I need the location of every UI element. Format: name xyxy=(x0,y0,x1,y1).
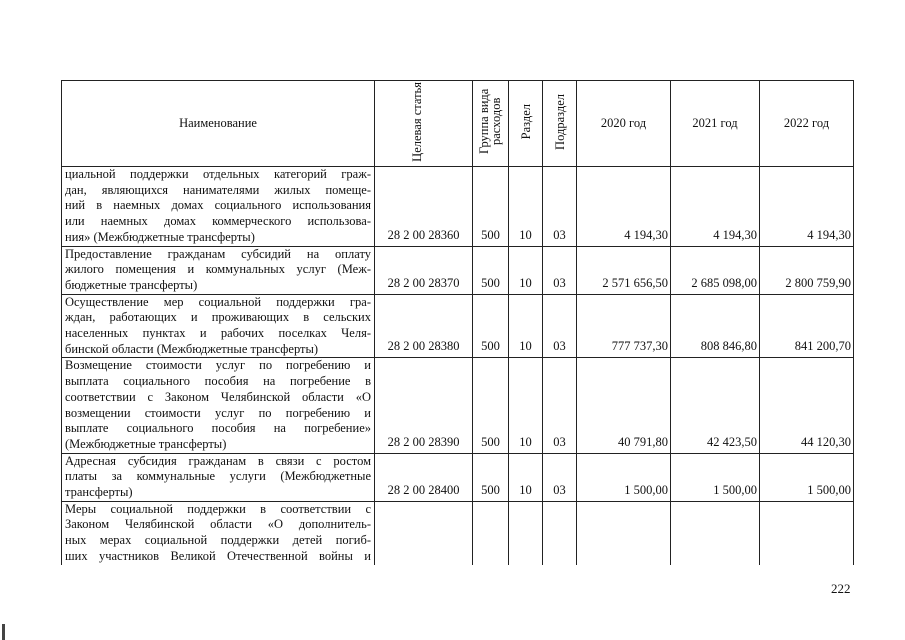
row-target-article: 28 2 00 28390 xyxy=(375,358,473,453)
row-amount-2022: 4 194,30 xyxy=(760,167,854,247)
row-section: 10 xyxy=(509,294,543,358)
row-amount-2020: 2 571 656,50 xyxy=(577,246,671,294)
table-row-continued xyxy=(62,501,854,564)
header-2021: 2021 год xyxy=(671,81,760,167)
row-name-cell: Возмещение стоимости услуг по погребению и выплата социального пособия на погребение в соответствии с Законом Челябинской области «О возмещении стоимости услуг по погребению и выплате социального пособия на погребение» (Межбюджетные трансферты) xyxy=(62,358,375,453)
header-expense-group: Группа вида расходов xyxy=(473,81,509,167)
header-row xyxy=(62,81,854,167)
row-subsection: 03 xyxy=(543,167,577,247)
row-name-cell: Меры социальной поддержки в соответствии с Законом Челябинской области «О дополнитель- ных мерах социальной поддержки детей погиб- ших участников Великой Отечественной войны и xyxy=(62,501,375,564)
empty-cell xyxy=(760,501,854,564)
empty-cell xyxy=(577,501,671,564)
table-row xyxy=(62,167,854,247)
row-expense-group: 500 xyxy=(473,358,509,453)
row-amount-2020: 40 791,80 xyxy=(577,358,671,453)
row-name-cell: Осуществление мер социальной поддержки гра- ждан, работающих и проживающих в сельских населенных пунктах и рабочих поселках Челя- бинской области (Межбюджетные трансферты) xyxy=(62,294,375,358)
row-amount-2020: 4 194,30 xyxy=(577,167,671,247)
row-amount-2022: 2 800 759,90 xyxy=(760,246,854,294)
empty-cell xyxy=(543,501,577,564)
row-subsection: 03 xyxy=(543,358,577,453)
header-2020: 2020 год xyxy=(577,81,671,167)
row-section: 10 xyxy=(509,246,543,294)
row-amount-2020: 777 737,30 xyxy=(577,294,671,358)
row-name-cell: циальной поддержки отдельных категорий граж- дан, являющихся нанимателями жилых помеще- ний в наемных домах социального использования или наемных домах коммерческого использова- ния» (Межбюджетные трансферты) xyxy=(62,167,375,247)
row-amount-2021: 2 685 098,00 xyxy=(671,246,760,294)
page-number: 222 xyxy=(831,581,851,596)
scan-edge-mark xyxy=(2,624,5,640)
header-2022: 2022 год xyxy=(760,81,854,167)
row-target-article: 28 2 00 28380 xyxy=(375,294,473,358)
row-amount-2020: 1 500,00 xyxy=(577,453,671,501)
table-row xyxy=(62,246,854,294)
budget-table xyxy=(61,80,854,565)
row-amount-2022: 44 120,30 xyxy=(760,358,854,453)
row-expense-group: 500 xyxy=(473,453,509,501)
row-target-article: 28 2 00 28360 xyxy=(375,167,473,247)
row-section: 10 xyxy=(509,358,543,453)
row-amount-2022: 1 500,00 xyxy=(760,453,854,501)
empty-cell xyxy=(473,501,509,564)
row-name-cell: Адресная субсидия гражданам в связи с ростом платы за коммунальные услуги (Межбюджетные трансферты) xyxy=(62,453,375,501)
row-expense-group: 500 xyxy=(473,294,509,358)
header-target-article: Целевая статья xyxy=(375,81,473,167)
header-section: Раздел xyxy=(509,81,543,167)
empty-cell xyxy=(375,501,473,564)
row-subsection: 03 xyxy=(543,294,577,358)
header-name: Наименование xyxy=(62,81,375,167)
empty-cell xyxy=(671,501,760,564)
row-amount-2021: 4 194,30 xyxy=(671,167,760,247)
row-amount-2021: 42 423,50 xyxy=(671,358,760,453)
row-expense-group: 500 xyxy=(473,167,509,247)
table-row xyxy=(62,453,854,501)
row-subsection: 03 xyxy=(543,246,577,294)
row-amount-2022: 841 200,70 xyxy=(760,294,854,358)
row-amount-2021: 1 500,00 xyxy=(671,453,760,501)
row-target-article: 28 2 00 28370 xyxy=(375,246,473,294)
row-section: 10 xyxy=(509,453,543,501)
table-row xyxy=(62,358,854,453)
row-subsection: 03 xyxy=(543,453,577,501)
row-name-cell: Предоставление гражданам субсидий на оплату жилого помещения и коммунальных услуг (Меж- бюджетные трансферты) xyxy=(62,246,375,294)
table-row xyxy=(62,294,854,358)
header-subsection: Подраздел xyxy=(543,81,577,167)
row-section: 10 xyxy=(509,167,543,247)
row-amount-2021: 808 846,80 xyxy=(671,294,760,358)
row-expense-group: 500 xyxy=(473,246,509,294)
empty-cell xyxy=(509,501,543,564)
row-target-article: 28 2 00 28400 xyxy=(375,453,473,501)
